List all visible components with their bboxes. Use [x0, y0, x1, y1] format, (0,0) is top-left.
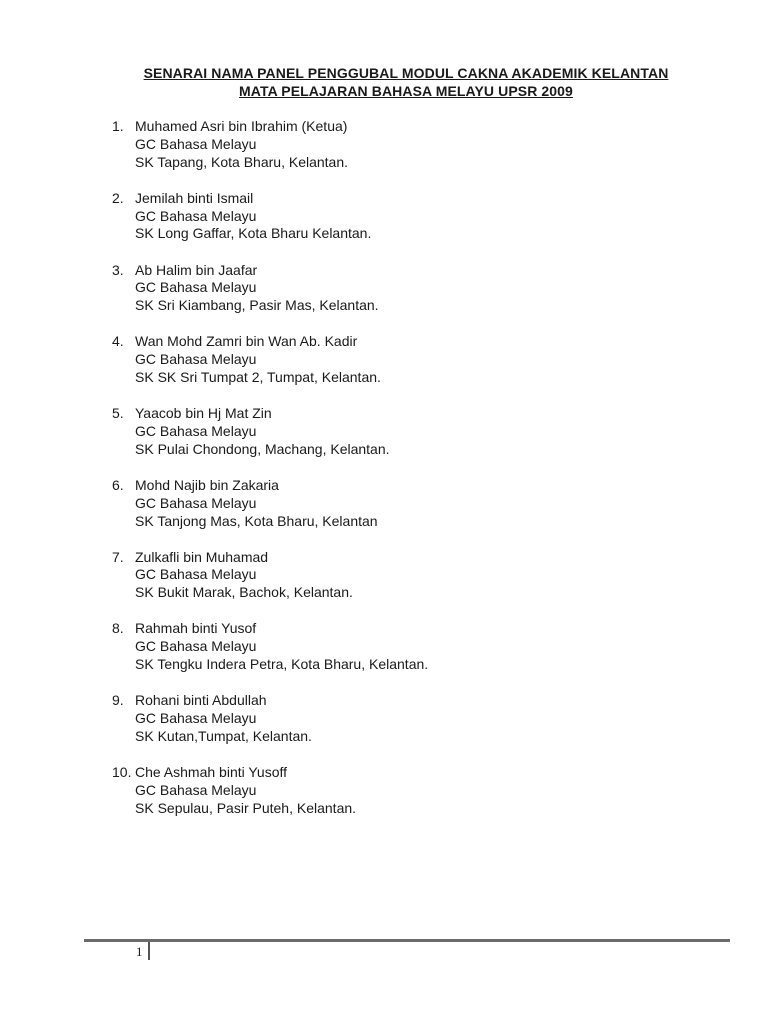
- list-item: [112, 692, 732, 745]
- member-school: SK Tengku Indera Petra, Kota Bharu, Kelantan.: [135, 656, 429, 673]
- document-title: [0, 64, 768, 100]
- member-school: SK Sri Kiambang, Pasir Mas, Kelantan.: [135, 297, 379, 314]
- member-name: Ab Halim bin Jaafar: [135, 261, 258, 278]
- member-school: SK SK Sri Tumpat 2, Tumpat, Kelantan.: [135, 368, 381, 385]
- member-school: SK Tapang, Kota Bharu, Kelantan.: [135, 153, 349, 170]
- member-name: Muhamed Asri bin Ibrahim (Ketua): [135, 118, 348, 134]
- member-role: GC Bahasa Melayu: [135, 781, 257, 798]
- item-number: 5.: [112, 405, 124, 422]
- title-line-1: SENARAI NAMA PANEL PENGGUBAL MODUL CAKNA AKADEMIK KELANTAN: [143, 65, 669, 81]
- member-school: SK Sepulau, Pasir Puteh, Kelantan.: [135, 799, 357, 816]
- member-name: Zulkafli bin Muhamad: [135, 548, 269, 565]
- member-role: GC Bahasa Melayu: [135, 710, 257, 727]
- list-item: [112, 549, 732, 602]
- item-number: 2.: [112, 189, 124, 206]
- member-role: GC Bahasa Melayu: [135, 494, 257, 511]
- member-role: GC Bahasa Melayu: [135, 351, 257, 368]
- item-number: 3.: [112, 261, 124, 278]
- member-name: Wan Mohd Zamri bin Wan Ab. Kadir: [135, 333, 358, 350]
- member-role: GC Bahasa Melayu: [135, 566, 257, 583]
- list-item: [112, 620, 732, 673]
- panel-member-list: [112, 118, 732, 836]
- item-number: 9.: [112, 692, 124, 709]
- list-item: [112, 333, 732, 386]
- item-number: 8.: [112, 620, 124, 637]
- item-number: 10.: [112, 764, 132, 781]
- item-number: 6.: [112, 476, 124, 493]
- list-item: [112, 262, 732, 315]
- member-name: Che Ashmah binti Yusoff: [135, 764, 288, 781]
- list-item: [112, 190, 732, 243]
- member-school: SK Pulai Chondong, Machang, Kelantan.: [135, 440, 390, 457]
- page-number: 1: [136, 944, 143, 959]
- member-role: GC Bahasa Melayu: [135, 422, 257, 439]
- list-item: [112, 764, 732, 817]
- page-number-separator: [148, 942, 150, 960]
- footer-rule: [84, 939, 730, 942]
- member-name: Rahmah binti Yusof: [135, 620, 257, 637]
- member-name: Rohani binti Abdullah: [135, 692, 267, 709]
- member-school: SK Kutan,Tumpat, Kelantan.: [135, 727, 312, 744]
- item-number: 4.: [112, 333, 124, 350]
- title-line-2: MATA PELAJARAN BAHASA MELAYU UPSR 2009: [239, 83, 573, 99]
- item-number: 7.: [112, 548, 124, 565]
- list-item: [112, 118, 732, 171]
- member-school: SK Long Gaffar, Kota Bharu Kelantan.: [135, 225, 372, 242]
- member-name: Yaacob bin Hj Mat Zin: [135, 405, 272, 422]
- item-number: 1.: [112, 118, 124, 134]
- list-item: [112, 477, 732, 530]
- member-role: GC Bahasa Melayu: [135, 279, 257, 296]
- member-role: GC Bahasa Melayu: [135, 207, 257, 224]
- list-item: [112, 405, 732, 458]
- member-school: SK Bukit Marak, Bachok, Kelantan.: [135, 584, 353, 601]
- member-name: Jemilah binti Ismail: [135, 189, 254, 206]
- member-name: Mohd Najib bin Zakaria: [135, 476, 279, 493]
- member-role: GC Bahasa Melayu: [135, 135, 257, 152]
- member-role: GC Bahasa Melayu: [135, 638, 257, 655]
- member-school: SK Tanjong Mas, Kota Bharu, Kelantan: [135, 512, 378, 529]
